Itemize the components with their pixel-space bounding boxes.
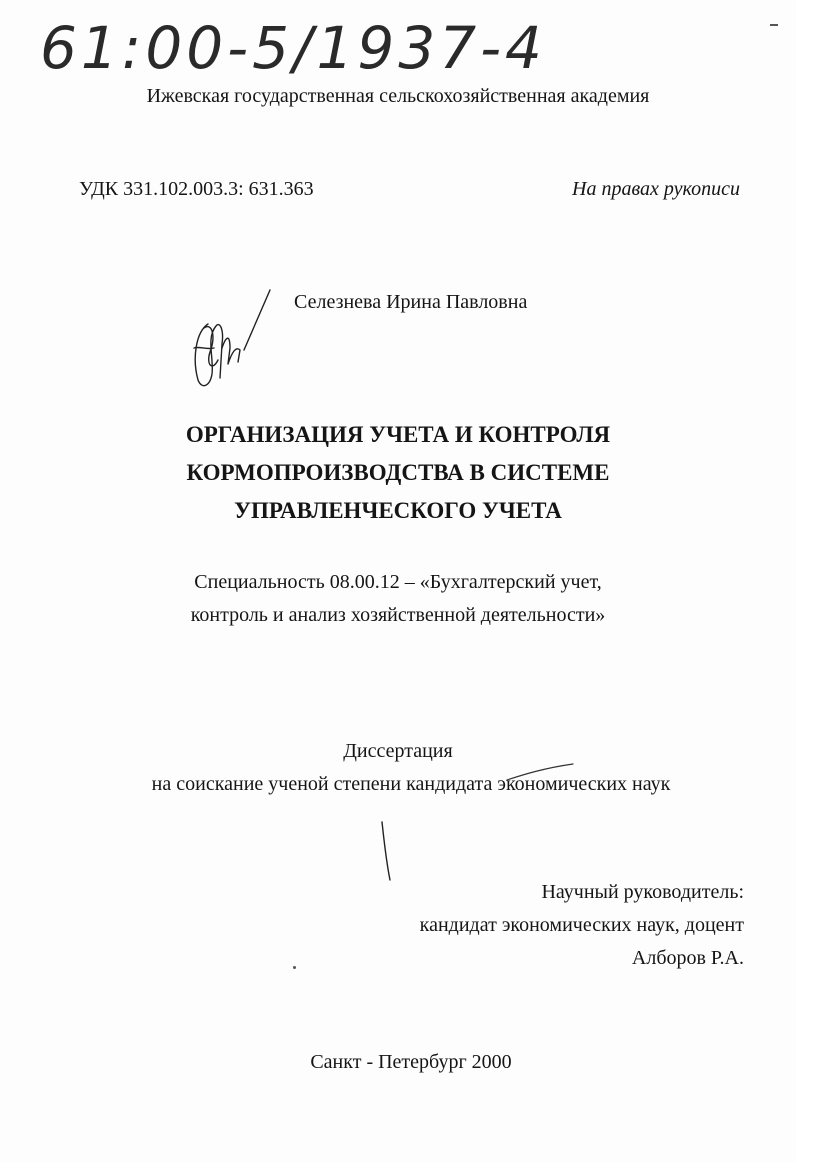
title-line: УПРАВЛЕНЧЕСКОГО УЧЕТА xyxy=(234,498,562,523)
handwritten-archive-code-text: 61:00-5/1937-4 xyxy=(40,14,546,82)
scan-speck xyxy=(770,24,778,26)
author-signature xyxy=(186,288,282,392)
specialty-line: контроль и анализ хозяйственной деятельности» xyxy=(190,604,606,626)
work-type: Диссертация xyxy=(343,740,453,762)
dissertation-title xyxy=(0,416,796,530)
manuscript-rights-note: На правах рукописи xyxy=(572,178,740,200)
supervisor-degree: кандидат экономических наук, доцент xyxy=(419,914,744,936)
institution-name: Ижевская государственная сельскохозяйственная академия xyxy=(146,85,650,107)
specialty-line: Специальность 08.00.12 – «Бухгалтерский учет, xyxy=(194,571,602,593)
supervisor-name: Алборов Р.А. xyxy=(631,947,744,969)
place-and-year: Санкт - Петербург 2000 xyxy=(310,1051,512,1073)
author-name: Селезнева Ирина Павловна xyxy=(294,291,528,313)
title-line: КОРМОПРОИЗВОДСТВА В СИСТЕМЕ xyxy=(186,460,610,485)
pen-mark xyxy=(378,820,394,882)
handwritten-archive-code xyxy=(40,6,546,88)
supervisor-label: Научный руководитель: xyxy=(541,881,744,903)
specialty-block xyxy=(0,566,796,632)
udc-code: УДК 331.102.003.3: 631.363 xyxy=(79,178,314,200)
title-line: ОРГАНИЗАЦИЯ УЧЕТА И КОНТРОЛЯ xyxy=(185,422,611,447)
degree-sought: на соискание ученой степени кандидата экономических наук xyxy=(151,773,671,795)
scan-speck xyxy=(293,966,296,969)
